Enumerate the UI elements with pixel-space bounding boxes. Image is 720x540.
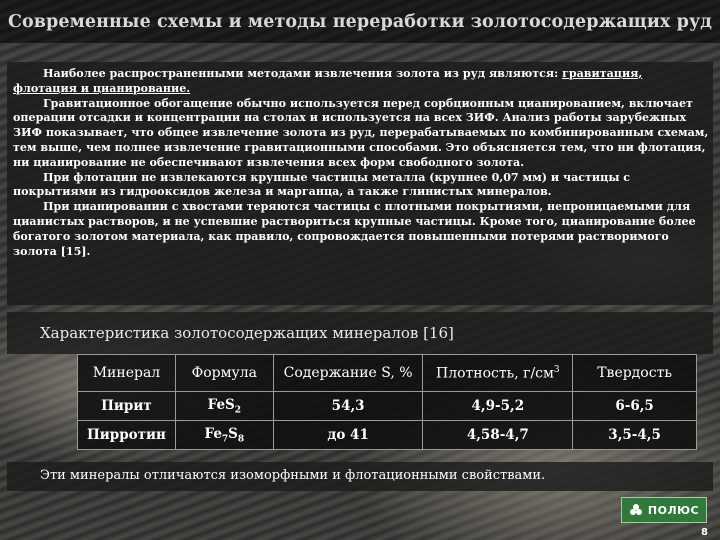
table-note: Эти минералы отличаются изоморфными и флотационными свойствами. bbox=[7, 462, 713, 491]
minerals-table bbox=[77, 354, 697, 450]
formula-base: FeS bbox=[207, 396, 235, 413]
formula-s: S bbox=[228, 425, 238, 442]
text-panel bbox=[7, 62, 713, 305]
slide-title: Современные схемы и методы переработки золотосодержащих руд bbox=[0, 0, 720, 44]
cell-sulfur: 54,3 bbox=[273, 392, 423, 421]
paragraph-methods-intro: Наиболее распространенными методами извлечения золота из руд являются: bbox=[43, 67, 563, 80]
header-density bbox=[423, 355, 573, 392]
cell-hardness: 3,5-4,5 bbox=[573, 421, 697, 450]
logo-text: ПОЛЮС bbox=[647, 503, 700, 517]
paragraph-methods bbox=[7, 62, 713, 97]
cell-sulfur: до 41 bbox=[273, 421, 423, 450]
formula-sub: 7 bbox=[221, 434, 229, 445]
header-formula: Формула bbox=[175, 355, 273, 392]
cell-formula bbox=[175, 421, 273, 450]
header-sulfur: Содержание S, % bbox=[273, 355, 423, 392]
formula-sub: 2 bbox=[234, 405, 242, 416]
leaf-icon bbox=[629, 503, 643, 517]
cell-hardness: 6-6,5 bbox=[573, 392, 697, 421]
paragraph-gravity: Гравитационное обогащение обычно используется перед сорбционным цианированием, включает операции отсадки и концентрации на столах и используется на всех ЗИФ. Анализ работы зарубежных ЗИФ показывает, что общее извлечение золота из руд, перерабатываемых по комбинированным схемам, тем выше, чем полнее извлечение гравитационными способами. Это объясняется тем, что ни флотация, ни цианирование не обеспечивают извлечения всех форм свободного золота. bbox=[13, 96, 709, 169]
cell-formula bbox=[175, 392, 273, 421]
header-density-label: Плотность, г/см bbox=[435, 365, 554, 382]
header-mineral: Минерал bbox=[78, 355, 176, 392]
table-heading: Характеристика золотосодержащих минералов [16] bbox=[7, 312, 713, 354]
cell-density: 4,9-5,2 bbox=[423, 392, 573, 421]
company-logo bbox=[621, 497, 707, 523]
methods-list: гравитация, флотация и цианирование. bbox=[13, 67, 643, 95]
table-header-row bbox=[78, 355, 697, 392]
table-row bbox=[78, 392, 697, 421]
cell-mineral: Пирит bbox=[78, 392, 176, 421]
paragraph-cyanidation: При цианировании с хвостами теряются частицы с плотными покрытиями, непроницаемыми для цианистых растворов, и не успевшие раствориться крупные частицы. Кроме того, цианирование более богатого золотом материала, как правило, сопровождается повышенными потерями растворимого золота [15]. bbox=[13, 200, 696, 258]
table-row bbox=[78, 421, 697, 450]
page-number: 8 bbox=[701, 527, 708, 538]
formula-fe: Fe bbox=[204, 425, 222, 442]
cell-density: 4,58-4,7 bbox=[423, 421, 573, 450]
paragraph-flotation: При флотации не извлекаются крупные частицы металла (крупнее 0,07 мм) и частицы с покрытиями из гидрооксидов железа и марганца, а также глинистых минералов. bbox=[13, 170, 631, 199]
formula-sub: 8 bbox=[237, 434, 245, 445]
cell-mineral: Пирротин bbox=[78, 421, 176, 450]
header-hardness: Твердость bbox=[573, 355, 697, 392]
header-density-exp: 3 bbox=[553, 364, 560, 375]
